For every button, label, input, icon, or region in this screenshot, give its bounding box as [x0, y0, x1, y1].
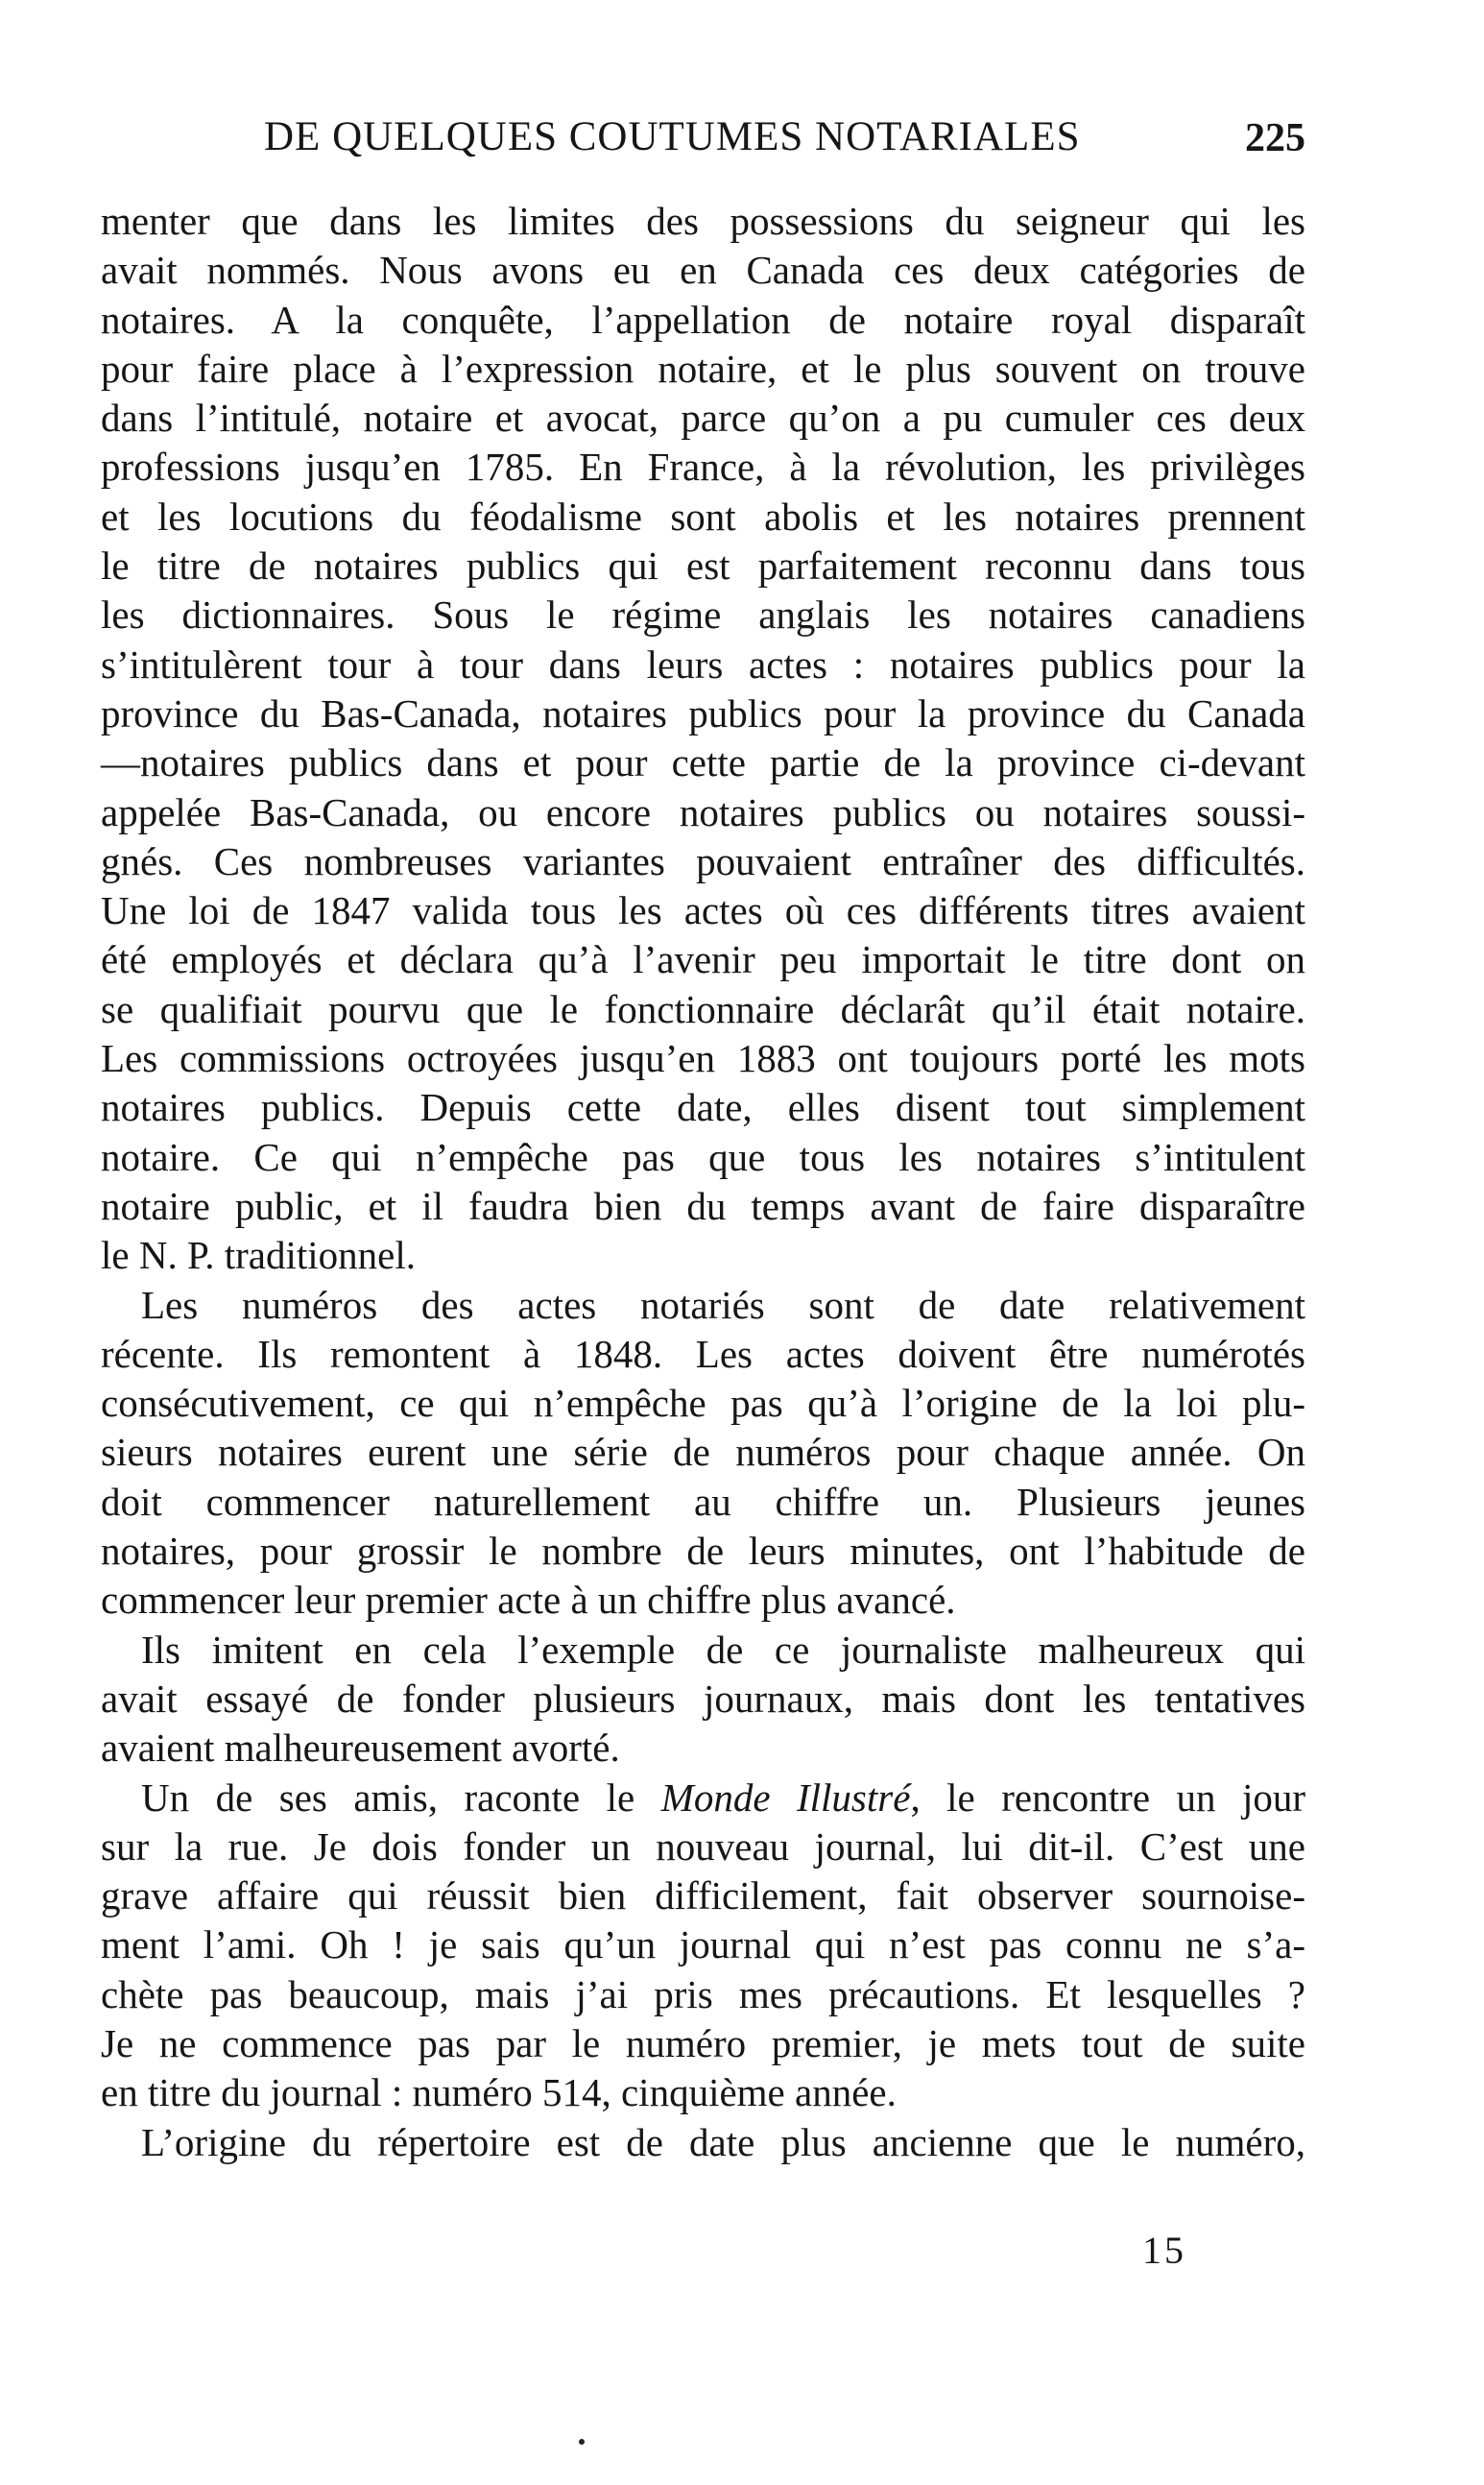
text-line: sieurs notaires eurent une série de numéros pour chaque année. On	[101, 1430, 1305, 1475]
text-line: notaire public, et il faudra bien du temps avant de faire disparaître	[101, 1183, 1305, 1228]
signature-mark: 15	[1142, 2229, 1186, 2272]
text-line: récente. Ils remontent à 1848. Les actes doivent être numérotés	[101, 1331, 1305, 1376]
text-line: le N. P. traditionnel.	[101, 1233, 416, 1278]
paragraph	[101, 2118, 1305, 2167]
footer-dot	[579, 2439, 585, 2445]
text-line: ment l’ami. Oh ! je sais qu’un journal qui n’est pas connu ne s’a-	[101, 1922, 1305, 1967]
paragraph	[101, 197, 1305, 1281]
text-line: et les locutions du féodalisme sont abolis et les notaires prennent	[101, 494, 1305, 539]
text-line: notaires publics. Depuis cette date, elles disent tout simplement	[101, 1085, 1305, 1130]
text-line: Je ne commence pas par le numéro premier, je mets tout de suite	[101, 2020, 1305, 2065]
text-line: Ils imitent en cela l’exemple de ce journaliste malheureux qui	[141, 1627, 1305, 1672]
text-line: notaire. Ce qui n’empêche pas que tous les notaires s’intitulent	[101, 1134, 1305, 1179]
text-line: —notaires publics dans et pour cette partie de la province ci-devant	[101, 740, 1305, 785]
text-line: en titre du journal : numéro 514, cinquième année.	[101, 2070, 897, 2115]
text-line: doit commencer naturellement au chiffre un. Plusieurs jeunes	[101, 1479, 1305, 1524]
text-line: commencer leur premier acte à un chiffre plus avancé.	[101, 1578, 956, 1623]
text-line: professions jusqu’en 1785. En France, à la révolution, les privilèges	[101, 445, 1305, 490]
text-line: avait essayé de fonder plusieurs journaux, mais dont les tentatives	[101, 1676, 1305, 1721]
text-line: consécutivement, ce qui n’empêche pas qu’à l’origine de la loi plu-	[101, 1381, 1305, 1426]
text-line: Les commissions octroyées jusqu’en 1883 ont toujours porté les mots	[101, 1036, 1305, 1081]
text-line: avaient malheureusement avorté.	[101, 1725, 620, 1771]
text-line: notaires, pour grossir le nombre de leurs minutes, ont l’habitude de	[101, 1529, 1305, 1574]
periodical-title: Monde Illustré	[660, 1774, 911, 1820]
body-text	[101, 197, 1305, 2167]
text-line: s’intitulèrent tour à tour dans leurs actes : notaires publics pour la	[101, 641, 1305, 687]
text-line: menter que dans les limites des possessions du seigneur qui les	[101, 199, 1305, 243]
paragraph	[101, 1281, 1305, 1626]
paragraph	[101, 1626, 1305, 1773]
running-header	[101, 113, 1305, 171]
text-line: se qualifiait pourvu que le fonctionnaire déclarât qu’il était notaire.	[101, 986, 1305, 1031]
text-line: gnés. Ces nombreuses variantes pouvaient entraîner des difficultés.	[101, 838, 1305, 883]
running-title: DE QUELQUES COUTUMES NOTARIALES	[264, 114, 1081, 159]
text-line: été employés et déclara qu’à l’avenir peu importait le titre dont on	[101, 937, 1305, 982]
text-line: Un de ses amis, raconte le Monde Illustré, le rencontre un jour	[141, 1774, 1305, 1820]
paragraph	[101, 1773, 1305, 2118]
text-line: appelée Bas-Canada, ou encore notaires publics ou notaires soussi-	[101, 789, 1305, 834]
text-line: dans l’intitulé, notaire et avocat, parce qu’on a pu cumuler ces deux	[101, 396, 1305, 441]
page-number: 225	[1245, 116, 1305, 160]
text-line: chète pas beaucoup, mais j’ai pris mes précautions. Et lesquelles ?	[101, 1971, 1305, 2016]
text-line: pour faire place à l’expression notaire, et le plus souvent on trouve	[101, 346, 1305, 391]
text-line: les dictionnaires. Sous le régime anglais les notaires canadiens	[101, 592, 1305, 638]
text-line: sur la rue. Je dois fonder un nouveau journal, lui dit-il. C’est une	[101, 1823, 1305, 1869]
text-line: Les numéros des actes notariés sont de date relativement	[141, 1282, 1305, 1327]
text-line: Une loi de 1847 valida tous les actes où ces différents titres avaient	[101, 888, 1305, 933]
text-line: notaires. A la conquête, l’appellation de notaire royal disparaît	[101, 297, 1305, 342]
text-line: avait nommés. Nous avons eu en Canada ces deux catégories de	[101, 248, 1305, 293]
text-line: province du Bas-Canada, notaires publics pour la province du Canada	[101, 690, 1305, 736]
text-line: le titre de notaires publics qui est parfaitement reconnu dans tous	[101, 543, 1305, 589]
text-line: L’origine du répertoire est de date plus ancienne que le numéro,	[141, 2119, 1305, 2164]
text-line: grave affaire qui réussit bien difficilement, fait observer sournoise-	[101, 1873, 1305, 1918]
